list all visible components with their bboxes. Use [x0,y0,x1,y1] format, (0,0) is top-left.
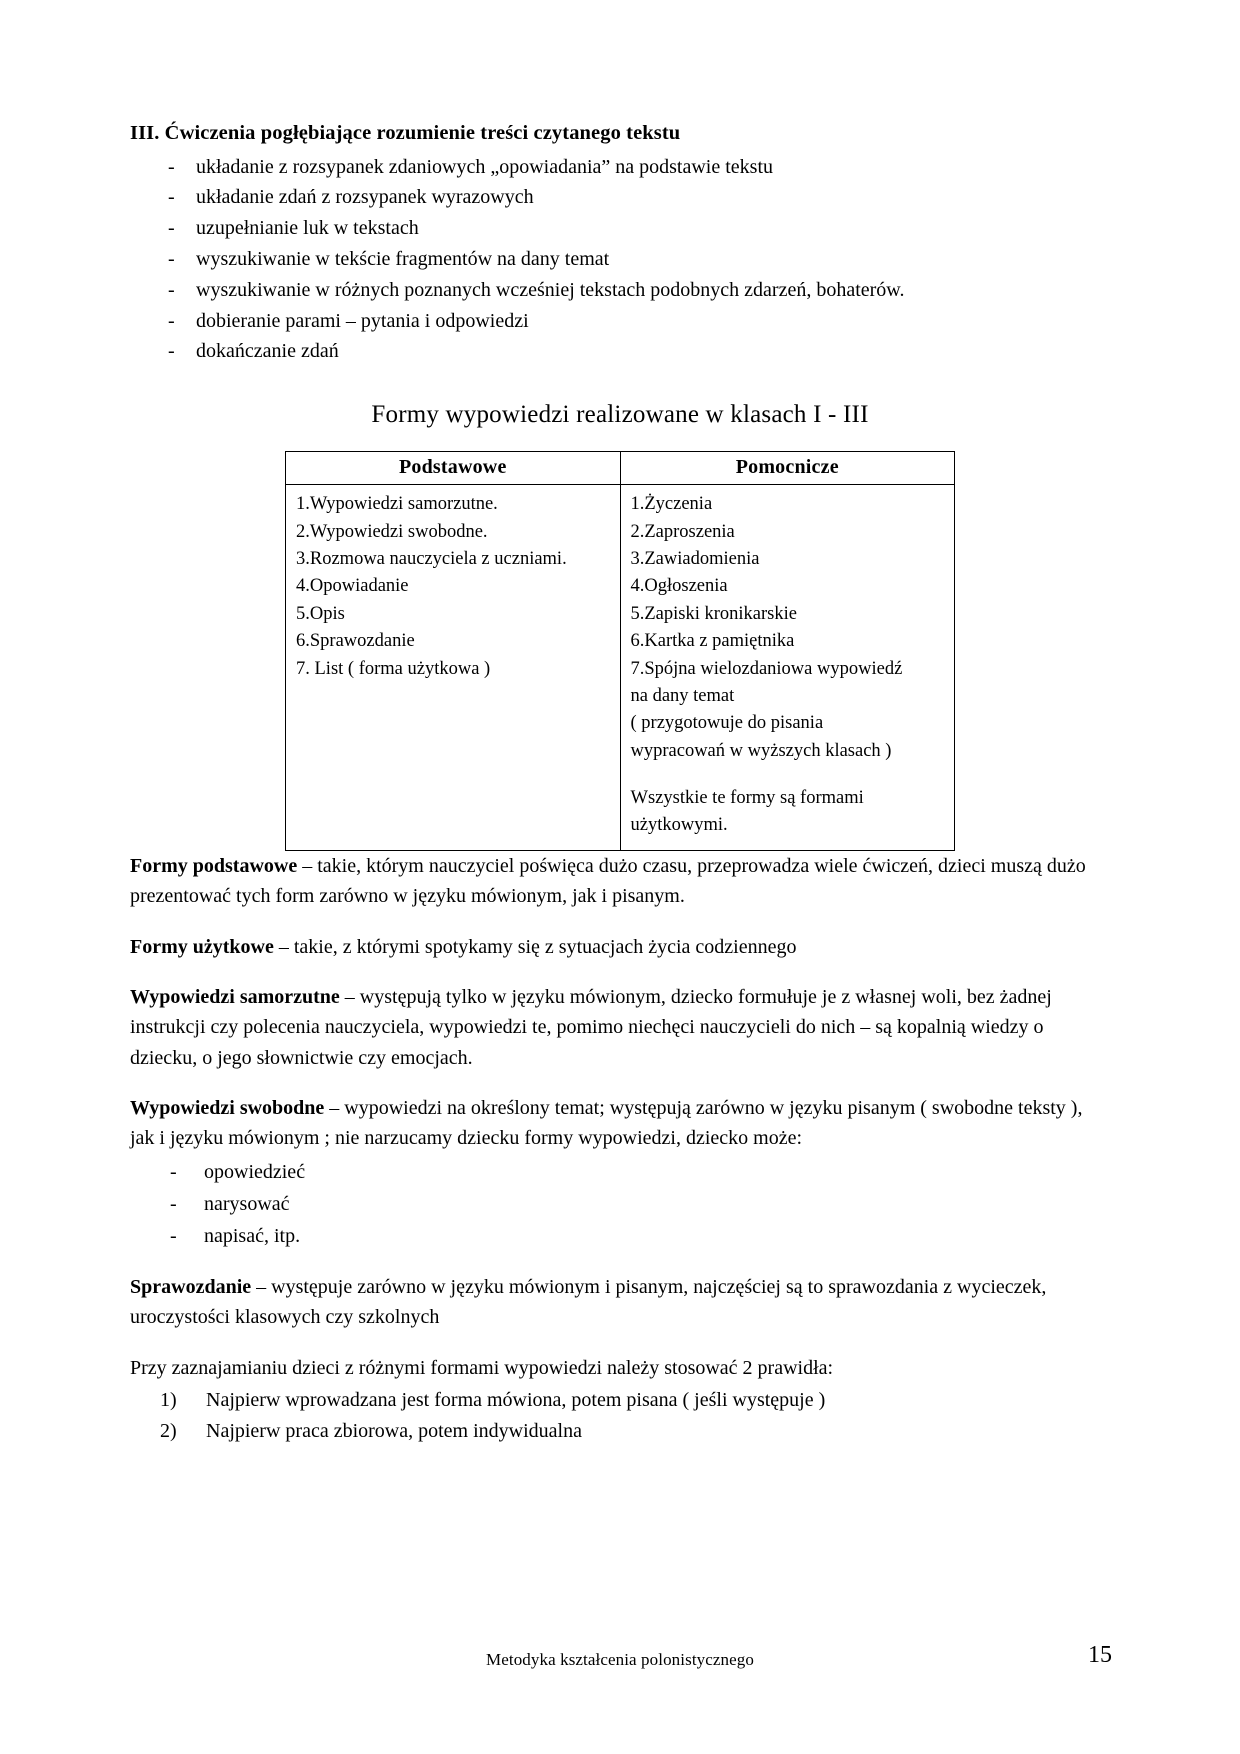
list-item [130,306,1110,337]
list-item-label: narysować [204,1192,290,1215]
list-item-label: układanie zdań z rozsypanek wyrazowych [196,186,534,209]
definition-text: – występuje zarówno w języku mówionym i pisanym, najczęściej są to sprawozdania z wycieczek, uroczystości klasowych czy szkolnych [130,1275,1047,1329]
list-item-number: 1) [160,1389,177,1412]
dash-bullet: - [168,186,175,209]
section-heading: III. Ćwiczenia pogłębiające rozumienie treści czytanego tekstu [130,122,681,144]
table-cell-line: 6.Kartka z pamiętnika [630,631,795,652]
table-cell-line: na dany temat [630,685,735,706]
definition-term: Wypowiedzi swobodne [130,1097,325,1120]
table-cell-spacer [631,765,947,785]
table-cell-line: 4.Opowiadanie [296,576,409,597]
list-item-label: opowiedzieć [204,1160,306,1183]
definition-wypowiedzi-swobodne [130,1093,1110,1154]
table-header-podstawowe: Podstawowe [286,452,621,485]
forms-title: Formy wypowiedzi realizowane w klasach I - III [371,401,869,429]
list-item-label: dobieranie parami – pytania i odpowiedzi [196,309,529,332]
list-item [130,275,1110,306]
definition-wypowiedzi-samorzutne [130,982,1110,1073]
table-cell-line: 3.Zawiadomienia [630,549,760,569]
rules-list [130,1385,1110,1447]
dash-bullet: - [170,1224,177,1247]
definition-text: – występują tylko w języku mówionym, dziecko formułuje je z własnej woli, bez żadnej instrukcji czy polecenia nauczyciela, wypowiedzi te, pomimo niechęci nauczycieli do nich – są kopalnią wiedzy o dziecku, o jego słownictwie czy emocjach. [130,985,1052,1069]
table-cell-line: 4.Ogłoszenia [630,576,728,597]
definition-term: Formy podstawowe [130,854,298,877]
table-row [286,485,955,851]
table-cell-line: 2.Wypowiedzi swobodne. [296,521,488,542]
list-item-label: wyszukiwanie w różnych poznanych wcześniej tekstach podobnych zdarzeń, bohaterów. [196,278,905,301]
list-item-label: wyszukiwanie w tekście fragmentów na dany temat [196,248,610,271]
table-header-pomocnicze: Pomocnicze [620,452,955,485]
dash-bullet: - [168,278,175,301]
list-item [130,213,1110,244]
table-cell-pomocnicze [620,485,955,851]
list-item-label: Najpierw wprowadzana jest forma mówiona, potem pisana ( jeśli występuje ) [206,1389,826,1412]
list-item-label: uzupełnianie luk w tekstach [196,217,419,240]
list-item-label: napisać, itp. [204,1224,301,1247]
definition-term: Sprawozdanie [130,1275,252,1298]
table-cell-line: 3.Rozmowa nauczyciela z uczniami. [296,549,567,569]
list-item [130,152,1110,183]
list-item [130,182,1110,213]
table-cell-line: 1.Wypowiedzi samorzutne. [296,494,498,515]
table-cell-line: 7. List ( forma użytkowa ) [296,658,491,679]
definition-text: – wypowiedzi na określony temat; występują zarówno w języku pisanym ( swobodne teksty ), jak i języku mówionym ; nie narzucamy dziecku formy wypowiedzi, dziecko może: [130,1097,1083,1150]
table-cell-line: ( przygotowuje do pisania [630,713,824,734]
table-header-row [286,452,955,485]
table-cell-podstawowe [286,485,621,851]
list-item [130,336,1110,367]
list-item [130,1220,1110,1252]
dash-bullet: - [170,1160,177,1183]
definition-term: Wypowiedzi samorzutne [130,985,340,1008]
list-item [130,244,1110,275]
table-cell-line: Wszystkie te formy są formami [630,788,864,808]
list-item [130,1156,1110,1188]
rules-intro: Przy zaznajamianiu dzieci z różnymi formami wypowiedzi należy stosować 2 prawidła: [130,1356,834,1379]
forms-table [285,451,955,851]
page-number: 15 [1088,1642,1112,1668]
exercise-list [130,152,1110,368]
table-cell-line: 5.Zapiski kronikarskie [630,603,797,624]
swobodne-options-list [130,1156,1110,1252]
table-cell-line: użytkowymi. [630,815,728,836]
list-item-number: 2) [160,1420,177,1443]
definition-text: – takie, z którymi spotykamy się z sytuacjach życia codziennego [273,935,797,958]
dash-bullet: - [168,217,175,240]
list-item-label: dokańczanie zdań [196,340,339,363]
table-cell-line: wypracowań w wyższych klasach ) [630,740,892,761]
dash-bullet: - [168,155,175,178]
dash-bullet: - [168,248,175,271]
dash-bullet: - [170,1192,177,1215]
list-item [130,1385,1110,1416]
list-item-label: układanie z rozsypanek zdaniowych „opowiadania” na podstawie tekstu [196,155,774,178]
list-item [130,1416,1110,1447]
definition-text: – takie, którym nauczyciel poświęca dużo czasu, przeprowadza wiele ćwiczeń, dzieci muszą dużo prezentować tych form zarówno w języku mówionym, jak i pisanym. [130,854,1086,908]
table-cell-line: 1.Życzenia [630,494,713,515]
dash-bullet: - [168,340,175,363]
table-cell-line: 7.Spójna wielozdaniowa wypowiedź [630,658,903,679]
list-item [130,1188,1110,1220]
list-item-label: Najpierw praca zbiorowa, potem indywidualna [206,1420,582,1443]
definition-term: Formy użytkowe [130,935,274,958]
table-cell-line: 2.Zaproszenia [630,521,735,542]
dash-bullet: - [168,309,175,332]
definition-sprawozdanie [130,1272,1110,1333]
definition-formy-podstawowe [130,851,1110,912]
table-cell-line: 6.Sprawozdanie [296,631,415,652]
page-footer [0,1642,1240,1682]
table-cell-line: 5.Opis [296,603,345,624]
footer-title: Metodyka kształcenia polonistycznego [486,1650,754,1669]
definition-formy-uzytkowe [130,932,1110,962]
